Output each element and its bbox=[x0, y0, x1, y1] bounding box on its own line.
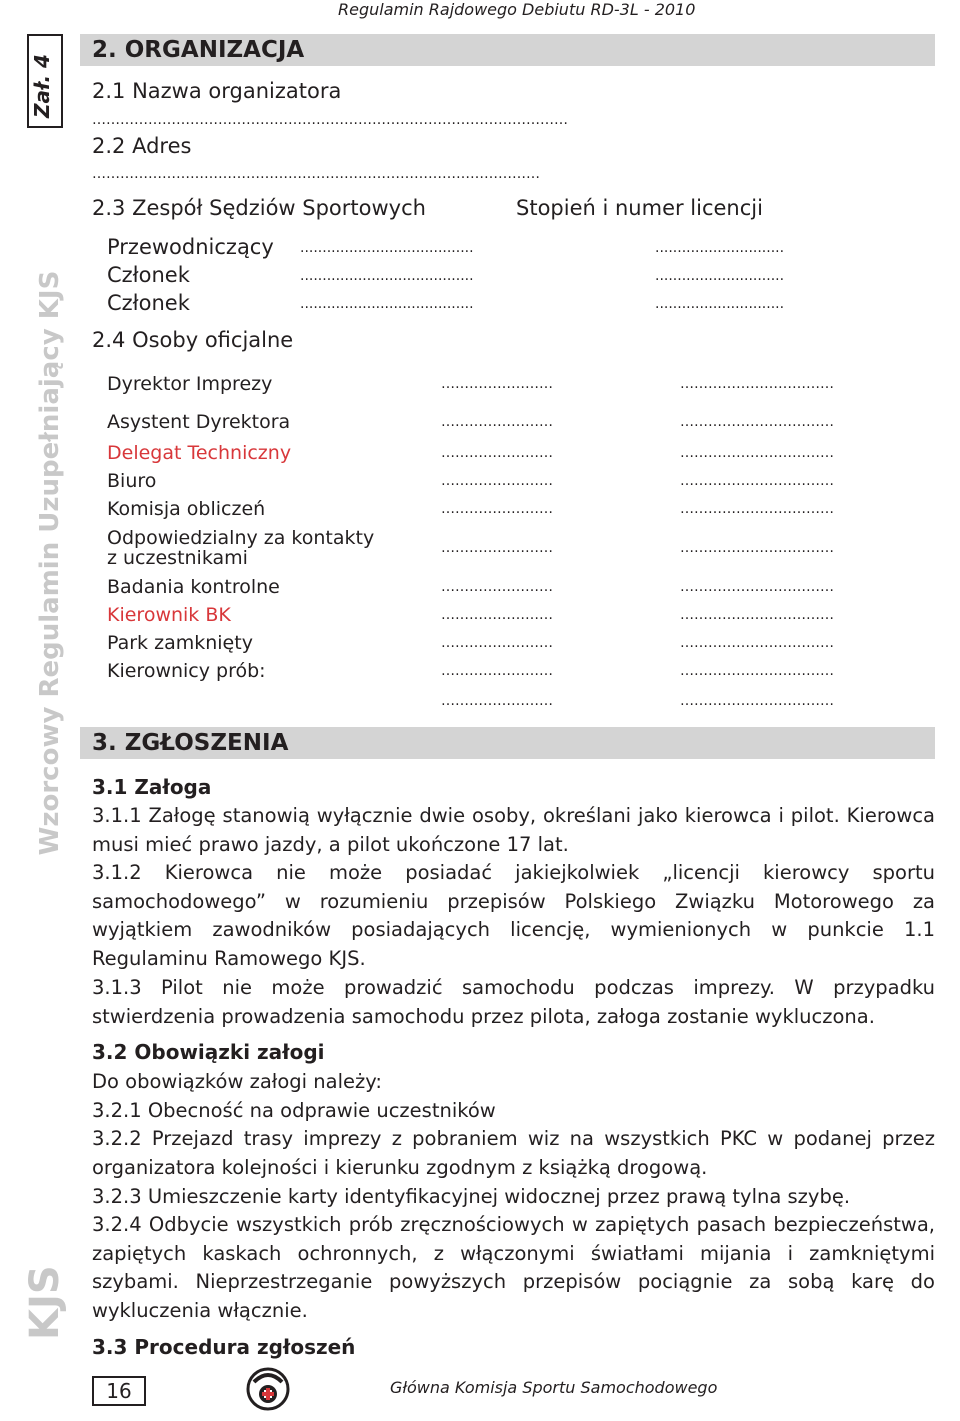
paragraph-3-1-1: 3.1.1 Załogę stanowią wyłącznie dwie osoby, określani jako kierowca i pilot. Kierowca musi mieć prawo jazdy, a pilot ukończone 17 lat. bbox=[92, 804, 935, 856]
official-licence-line: …………………………… bbox=[680, 414, 834, 430]
heading-crew-duties: 3.2 Obowiązki załogi bbox=[92, 1040, 325, 1064]
licence-column-header: Stopień i numer licencji bbox=[516, 196, 763, 220]
official-role-highlighted: Kierownik BK bbox=[107, 604, 231, 626]
official-name-line: …………………… bbox=[441, 540, 553, 556]
paragraph-3-2-2: 3.2.2 Przejazd trasy imprezy z pobraniem wiz na wszystkich PKC w podanej przez organizatora kolejności i kierunku zgodnym z książką drogową. bbox=[92, 1127, 935, 1179]
official-licence-line: …………………………… bbox=[680, 540, 834, 556]
official-licence-line: …………………………… bbox=[680, 693, 834, 709]
official-licence-line: …………………………… bbox=[680, 501, 834, 517]
page-number: 16 bbox=[92, 1376, 146, 1406]
official-role: Badania kontrolne bbox=[107, 576, 280, 598]
heading-organizer-name: 2.1 Nazwa organizatora bbox=[92, 79, 342, 103]
judge-role: Członek bbox=[107, 263, 190, 287]
official-name-line: …………………… bbox=[441, 501, 553, 517]
heading-judges: 2.3 Zespół Sędziów Sportowych bbox=[92, 196, 426, 220]
paragraph-3-2-4: 3.2.4 Odbycie wszystkich prób zręcznościowych w zapiętych pasach bezpieczeństwa, zapiętych kaskach ochronnych, z włączonymi światłami mijania i zamkniętymi szybami. Nieprzestrzeganie powyższych przepisów pociągnie za sobą karę do wykluczenia włącznie. bbox=[92, 1213, 935, 1322]
paragraph-3-2-3: 3.2.3 Umieszczenie karty identyfikacyjnej widocznej przez prawą tylna szybę. bbox=[92, 1185, 851, 1208]
judge-name-line: ....................................... bbox=[300, 268, 474, 284]
heading-officials: 2.4 Osoby oficjalne bbox=[92, 328, 294, 352]
official-role: Dyrektor Imprezy bbox=[107, 373, 273, 395]
kjs-mark: KJS bbox=[22, 1265, 68, 1340]
official-role: Biuro bbox=[107, 470, 157, 492]
official-name-line: …………………… bbox=[441, 693, 553, 709]
paragraph-3-2-1: 3.2.1 Obecność na odprawie uczestników bbox=[92, 1099, 496, 1122]
official-licence-line: …………………………… bbox=[680, 663, 834, 679]
judge-licence-line: ............................. bbox=[655, 296, 785, 312]
judge-name-line: ....................................... bbox=[300, 240, 474, 256]
document-header-title: Regulamin Rajdowego Debiutu RD-3L - 2010 bbox=[338, 0, 696, 19]
attachment-label: Zał. 4 bbox=[30, 54, 54, 118]
official-licence-line: …………………………… bbox=[680, 635, 834, 651]
paragraph-3-1-2: 3.1.2 Kierowca nie może posiadać jakiejkolwiek „licencji kierowcy sportu samochodowego” w rozumieniu przepisów Polskiego Związku Motorowego za wyjątkiem zawodników posiadających licencję, wymienionych w punkcie 1.1 Regulaminu Ramowego KJS. bbox=[92, 861, 935, 970]
section-title-organizacja: 2. ORGANIZACJA bbox=[92, 37, 305, 63]
official-licence-line: …………………………… bbox=[680, 376, 834, 392]
official-name-line: …………………… bbox=[441, 607, 553, 623]
official-role-highlighted: Delegat Techniczny bbox=[107, 442, 292, 464]
official-licence-line: …………………………… bbox=[680, 579, 834, 595]
regulation-title-vertical: Wzorcowy Regulamin Uzupełniający KJS bbox=[35, 270, 65, 856]
heading-entry-procedure: 3.3 Procedura zgłoszeń bbox=[92, 1335, 356, 1359]
judge-name-line: ....................................... bbox=[300, 296, 474, 312]
official-licence-line: …………………………… bbox=[680, 607, 834, 623]
gkss-logo-icon bbox=[244, 1364, 292, 1414]
official-role: Kierownicy prób: bbox=[107, 660, 266, 682]
judge-role: Członek bbox=[107, 291, 190, 315]
sidebar-vertical-title bbox=[22, 271, 68, 1340]
judge-licence-line: ............................. bbox=[655, 268, 785, 284]
official-name-line: …………………… bbox=[441, 445, 553, 461]
paragraph-duties-intro: Do obowiązków załogi należy: bbox=[92, 1070, 382, 1093]
section-title-zgloszenia: 3. ZGŁOSZENIA bbox=[92, 730, 289, 756]
official-role-line2: z uczestnikami bbox=[107, 547, 248, 569]
judge-licence-line: ............................. bbox=[655, 240, 785, 256]
official-licence-line: …………………………… bbox=[680, 445, 834, 461]
official-licence-line: …………………………… bbox=[680, 473, 834, 489]
address-line: …………………………………………………………………………………… bbox=[92, 166, 540, 182]
heading-crew: 3.1 Załoga bbox=[92, 775, 212, 799]
official-role: Komisja obliczeń bbox=[107, 498, 266, 520]
footer-organization: Główna Komisja Sportu Samochodowego bbox=[390, 1378, 718, 1397]
official-role: Odpowiedzialny za kontakty bbox=[107, 527, 375, 549]
official-name-line: …………………… bbox=[441, 376, 553, 392]
heading-address: 2.2 Adres bbox=[92, 134, 192, 158]
official-name-line: …………………… bbox=[441, 635, 553, 651]
official-name-line: …………………… bbox=[441, 579, 553, 595]
official-role: Park zamknięty bbox=[107, 632, 253, 654]
paragraph-3-1-3: 3.1.3 Pilot nie może prowadzić samochodu podczas imprezy. W przypadku stwierdzenia prowadzenia samochodu przez pilota, załoga zostanie wykluczona. bbox=[92, 976, 935, 1028]
official-role: Asystent Dyrektora bbox=[107, 411, 291, 433]
organizer-name-line: ………………………………………………………………………………………… bbox=[92, 112, 568, 128]
judge-role: Przewodniczący bbox=[107, 235, 274, 259]
official-name-line: …………………… bbox=[441, 414, 553, 430]
official-name-line: …………………… bbox=[441, 663, 553, 679]
official-name-line: …………………… bbox=[441, 473, 553, 489]
